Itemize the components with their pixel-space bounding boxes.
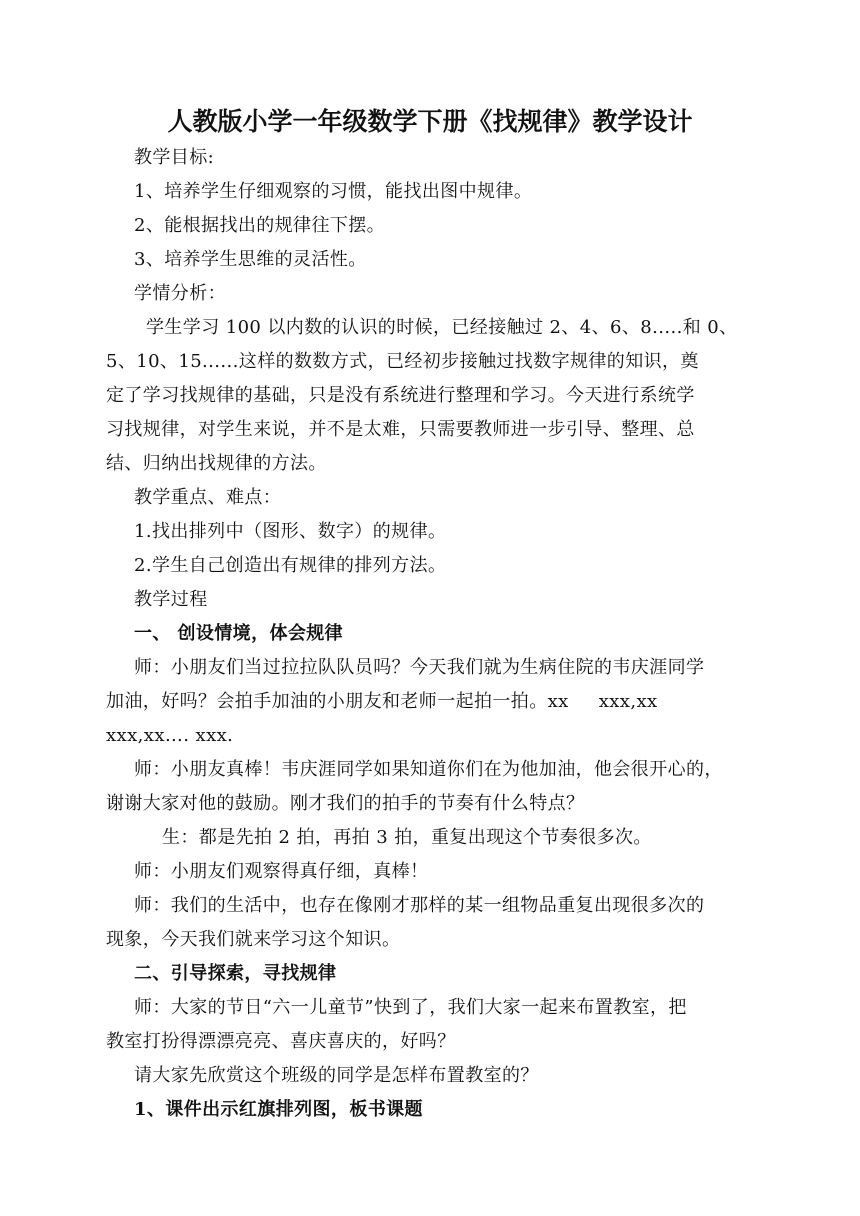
text-line: 师：小朋友们当过拉拉队队员吗？今天我们就为生病住院的韦庆涯同学 (134, 657, 705, 678)
text-line: 3、培养学生思维的灵活性。 (134, 249, 367, 270)
text-line: 结、归纳出找规律的方法。 (106, 453, 327, 474)
text-line (106, 690, 658, 714)
text-line: 现象，今天我们就来学习这个知识。 (106, 929, 401, 950)
text-line: 师：小朋友真棒！韦庆涯同学如果知道你们在为他加油，他会很开心的， (134, 759, 723, 780)
text-line: 教室打扮得漂漂亮亮、喜庆喜庆的，好吗？ (106, 1031, 456, 1052)
text-line: xxx,xx…. xxx. (106, 725, 234, 746)
text-line: 1、培养学生仔细观察的习惯，能找出图中规律。 (134, 181, 533, 202)
text-segment: 加油，好吗？会拍手加油的小朋友和老师一起拍一拍。xx (106, 691, 569, 712)
document-title: 人教版小学一年级数学下册《找规律》教学设计 (167, 107, 693, 136)
text-line: 教学过程 (134, 589, 208, 610)
text-segment: xxx,xx (598, 691, 658, 712)
text-line: 习找规律，对学生来说，并不是太难，只需要教师进一步引导、整理、总 (106, 419, 695, 440)
text-line: 5、10、15......这样的数数方式，已经初步接触过找数字规律的知识，奠 (106, 351, 699, 372)
text-line: 请大家先欣赏这个班级的同学是怎样布置教室的？ (134, 1065, 539, 1086)
text-line: 师：小朋友们观察得真仔细，真棒！ (134, 861, 429, 882)
section-heading: 1、课件出示红旗排列图，板书课题 (134, 1099, 423, 1120)
text-line: 定了学习找规律的基础，只是没有系统进行整理和学习。今天进行系统学 (106, 385, 695, 406)
text-line: 教学目标: (134, 147, 215, 168)
text-line: 教学重点、难点： (134, 487, 282, 508)
text-line: 师：我们的生活中，也存在像刚才那样的某一组物品重复出现很多次的 (134, 895, 705, 916)
text-line: 谢谢大家对他的鼓励。刚才我们的拍手的节奏有什么特点？ (106, 793, 585, 814)
text-line: 生：都是先拍 2 拍，再拍 3 拍，重复出现这个节奏很多次。 (162, 827, 652, 848)
text-line: 2.学生自己创造出有规律的排列方法。 (134, 555, 447, 576)
text-line: 1.找出排列中（图形、数字）的规律。 (134, 521, 447, 542)
section-heading: 二、引导探索，寻找规律 (134, 963, 337, 984)
text-line: 学情分析： (134, 283, 226, 304)
text-line: 2、能根据找出的规律往下摆。 (134, 215, 386, 236)
text-line: 师：大家的节日“六一儿童节”快到了，我们大家一起来布置教室，把 (134, 997, 687, 1018)
section-heading: 一、 创设情境，体会规律 (134, 623, 344, 644)
text-line: 学生学习 100 以内数的认识的时候，已经接触过 2、4、6、8.....和 0、 (146, 317, 738, 338)
